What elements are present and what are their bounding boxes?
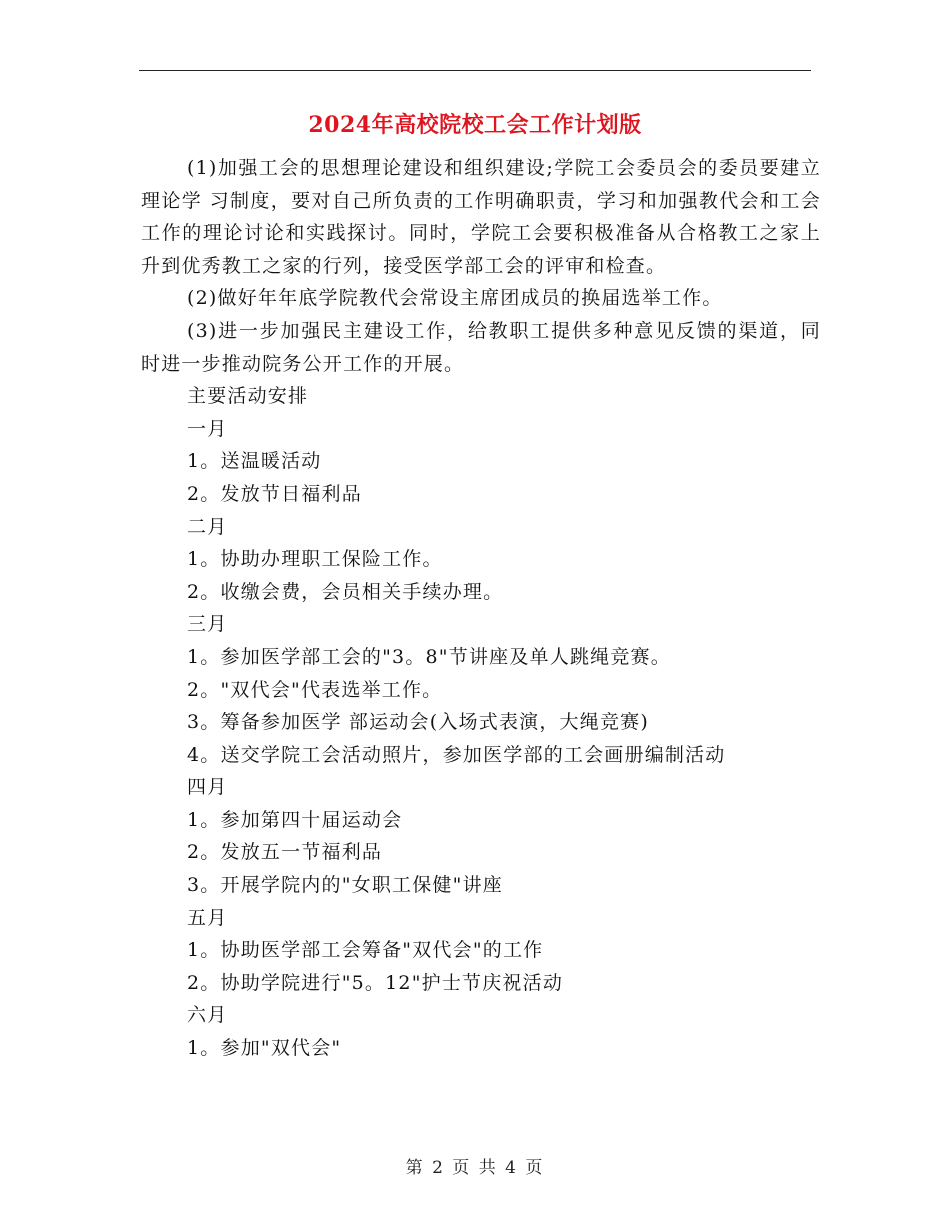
paragraph: (1)加强工会的思想理论建设和组织建设;学院工会委员会的委员要建立理论学 习制度，要对自己所负责的工作明确职责，学习和加强教代会和工会工作的理论讨论和实践探讨。同时，学院工会要积极准备从合格教工之家上升到优秀教工之家的行列，接受医学部工会的评审和检查。 [141, 157, 821, 277]
document-title: 2024年高校院校工会工作计划版 [308, 112, 642, 138]
header-rule [139, 70, 811, 71]
paragraph: (2)做好年年底学院教代会常设主席团成员的换届选举工作。 [187, 287, 723, 310]
list-item: 2。发放五一节福利品 [187, 841, 383, 864]
list-item: 1。参加"双代会" [187, 1037, 342, 1060]
list-item: 1。协助医学部工会筹备"双代会"的工作 [187, 939, 544, 962]
list-item: 2。协助学院进行"5。12"护士节庆祝活动 [187, 971, 564, 994]
page-number: 第 2 页 共 4 页 [405, 1158, 545, 1178]
month-heading: 六月 [187, 1004, 228, 1027]
month-heading: 五月 [187, 906, 228, 929]
list-item: 3。开展学院内的"女职工保健"讲座 [187, 874, 503, 897]
list-item: 1。参加第四十届运动会 [187, 808, 403, 831]
list-item: 1。送温暖活动 [187, 450, 322, 473]
list-item: 2。"双代会"代表选举工作。 [187, 678, 443, 701]
month-heading: 三月 [187, 613, 228, 636]
list-item: 4。送交学院工会活动照片，参加医学部的工会画册编制活动 [187, 743, 726, 766]
paragraph: (3)进一步加强民主建设工作，给教职工提供多种意见反馈的渠道，同时进一步推动院务公开工作的开展。 [141, 319, 821, 375]
list-item: 2。收缴会费，会员相关手续办理。 [187, 580, 504, 603]
month-heading: 二月 [187, 515, 228, 538]
month-heading: 四月 [187, 776, 228, 799]
list-item: 2。发放节日福利品 [187, 482, 362, 505]
document-body [141, 152, 821, 1065]
list-item: 3。筹备参加医学 部运动会(入场式表演，大绳竞赛) [187, 711, 649, 734]
month-heading: 一月 [187, 417, 228, 440]
list-item: 1。参加医学部工会的"3。8"节讲座及单人跳绳竞赛。 [187, 645, 671, 668]
list-item: 1。协助办理职工保险工作。 [187, 548, 443, 571]
section-heading: 主要活动安排 [187, 385, 309, 408]
